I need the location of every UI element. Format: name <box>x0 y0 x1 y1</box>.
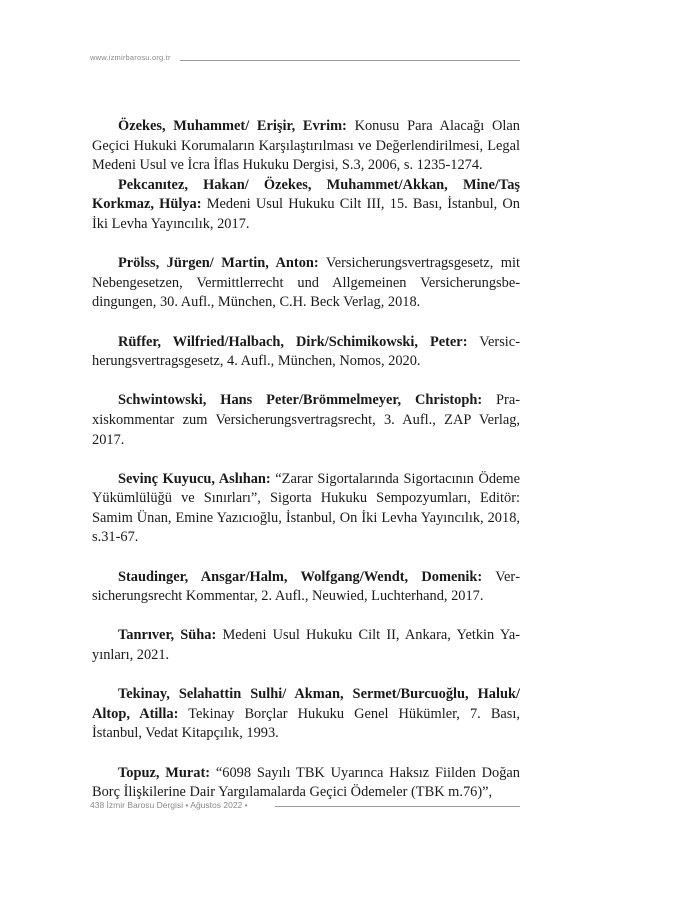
bibliography-entry <box>92 685 520 744</box>
entry-text: Medeni Usul Hukuku Cilt III, 15. Bası, İstanbul, On İki Levha Yayıncılık, 2017. <box>92 196 520 232</box>
bibliography-entry <box>92 117 520 176</box>
entry-text: Versicherungsrecht Kommentar, 2. Aufl., Neuwied, Luchterhand, 2017. <box>92 568 520 605</box>
entry-author: Pekcanıtez, Hakan/ Özekes, Muhammet/Akkan, Mine/Taş Korkmaz, Hülya: <box>92 176 520 213</box>
bibliography-entry <box>92 626 520 665</box>
entry-author: Sevinç Kuyucu, Aslıhan: <box>118 470 271 487</box>
footer-rule <box>275 806 520 807</box>
entry-text: Tekinay Borçlar Hukuku Genel Hükümler, 7. Bası, İstanbul, Vedat Kitapçılık, 1993. <box>92 705 520 742</box>
bibliography-entry <box>92 568 520 607</box>
entry-author: Staudinger, Ansgar/Halm, Wolfgang/Wendt, Domenik: <box>118 568 483 585</box>
entry-author: Rüffer, Wilfried/Halbach, Dirk/Schimikowski, Peter: <box>118 333 468 350</box>
entry-author: Schwintowski, Hans Peter/Brömmelmeyer, Christoph: <box>118 392 483 409</box>
footer-page-info: 438 İzmir Barosu Dergisi • Ağustos 2022 • <box>90 800 248 810</box>
entry-author: Topuz, Murat: <box>118 764 211 781</box>
bibliography-entry <box>92 254 520 313</box>
entry-text: Praxiskommentar zum Versicherungsvertragsrecht, 3. Aufl., ZAP Verlag, 2017. <box>92 392 520 448</box>
entry-author: Prölss, Jürgen/ Martin, Anton: <box>118 255 319 272</box>
bibliography-entry <box>92 176 520 235</box>
bibliography-entry <box>92 333 520 372</box>
entry-author: Tanrıver, Süha: <box>118 627 217 644</box>
entry-text: Medeni Usul Hukuku Cilt II, Ankara, Yetkin Yayınları, 2021. <box>92 627 521 664</box>
bibliography-list <box>92 117 520 803</box>
entry-text: “6098 Sayılı TBK Uyarınca Haksız Fiilden Doğan Borç İlişkilerine Dair Yargılamalarda Geçici Ödemeler (TBK m.76)”, <box>92 764 520 801</box>
header-url: www.izmirbarosu.org.tr <box>90 53 171 62</box>
header-rule <box>180 60 520 61</box>
bibliography-entry <box>92 764 520 803</box>
bibliography-entry <box>92 470 520 548</box>
entry-author: Özekes, Muhammet/ Erişir, Evrim: <box>118 118 347 134</box>
entry-text: Konusu Para Alacağı Olan Geçici Hukuki Korumaların Karşılaştırılması ve Değerlendirilmesi, Legal Medeni Usul ve İcra İflas Hukuku Dergisi, S.3, 2006, s. 1235-1274. <box>92 118 520 174</box>
entry-text: Versicherungsvertragsgesetz, mit Nebengesetzen, Vermittlerrecht und Allgemeinen Versicherungsbedingungen, 30. Aufl., München, C.H. Beck Verlag, 2018. <box>92 255 520 311</box>
entry-text: “Zarar Sigortalarında Sigortacının Ödeme Yükümlülüğü ve Sınırları”, Sigorta Hukuku Sempozyumları, Editör: Samim Ünan, Emine Yazıcıoğlu, İstanbul, On İki Levha Yayıncılık, 2018, s.31-67. <box>92 470 520 546</box>
entry-text: Versicherungsvertragsgesetz, 4. Aufl., München, Nomos, 2020. <box>92 333 520 370</box>
bibliography-entry <box>92 391 520 450</box>
entry-author: Tekinay, Selahattin Sulhi/ Akman, Sermet/Burcuoğlu, Haluk/ Altop, Atilla: <box>92 686 520 722</box>
